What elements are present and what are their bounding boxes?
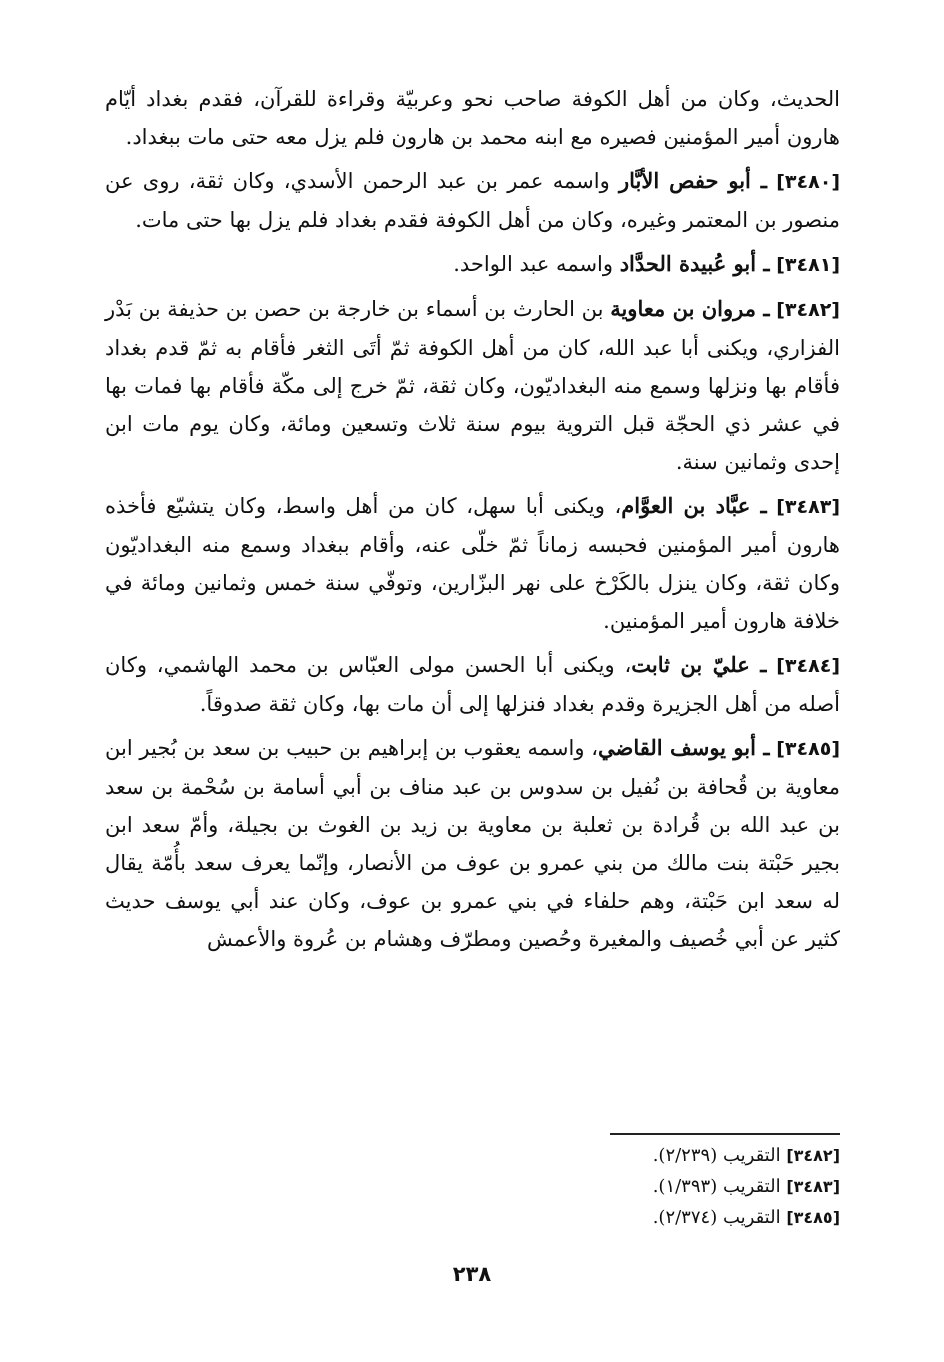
entry-3480 — [105, 162, 840, 239]
footnote — [440, 1202, 840, 1233]
footnote — [440, 1140, 840, 1171]
entry-number: [٣٤٨٢] — [776, 299, 840, 321]
footnotes — [440, 1140, 840, 1233]
entry-3484 — [105, 646, 840, 723]
entry-text: ، ويكنى أبا سهل، كان من أهل واسط، وكان يتشيّع فأخذه هارون أمير المؤمنين فحبسه زماناً ثمّ خلّى عنه، وأقام ببغداد وسمع منه البغداديّون وكان ثقة، وكان ينزل بالكَرْخ على نهر البزّارين، وتوفّي سنة خمس وثمانين ومائة في خلافة هارون أمير المؤمنين. — [105, 494, 840, 633]
entry-text: بن الحارث بن أسماء بن خارجة بن حصن بن حذيفة بن بَدْر الفزاري، ويكنى أبا عبد الله، كان من أهل الكوفة ثمّ أتَى الثغر فأقام به ثمّ قدم بغداد فأقام بها ونزلها وسمع منه البغداديّون، وكان ثقة، ثمّ خرج إلى مكّة فأقام بها فمات بها في عشر ذي الحجّة قبل التروية بيوم سنة ثلاث وتسعين ومائة، وكان يوم مات ابن إحدى وثمانين سنة. — [105, 297, 840, 474]
footnote-text: التقريب (٢/٣٧٤). — [652, 1207, 787, 1228]
entry-number: [٣٤٨٠] — [776, 171, 840, 193]
footnote-text: التقريب (١/٣٩٣). — [652, 1176, 787, 1197]
entry-3483 — [105, 487, 840, 640]
entry-name: ـ مروان بن معاوية — [610, 296, 770, 321]
footnote-number: [٣٤٨٢] — [786, 1146, 840, 1165]
paragraph-text: الحديث، وكان من أهل الكوفة صاحب نحو وعربيّة وقراءة للقرآن، فقدم بغداد أيّام هارون أمير المؤمنين فصيره مع ابنه محمد بن هارون فلم يزل معه حتى مات ببغداد. — [105, 87, 840, 149]
entry-name: ـ أبو عُبيدة الحدَّاد — [619, 251, 770, 276]
entry-3481 — [105, 245, 840, 284]
footnote — [440, 1171, 840, 1202]
entry-name: ـ أبو حفص الأبَّار — [619, 168, 767, 193]
footnote-number: [٣٤٨٥] — [786, 1208, 840, 1227]
entry-3482 — [105, 290, 840, 481]
entry-number: [٣٤٨٥] — [776, 738, 840, 760]
entry-number: [٣٤٨١] — [776, 254, 840, 276]
entry-number: [٣٤٨٤] — [776, 655, 840, 677]
footnote-text: التقريب (٢/٢٣٩). — [652, 1145, 787, 1166]
entry-name: ـ عليّ بن ثابت — [631, 652, 767, 677]
footnote-number: [٣٤٨٣] — [786, 1177, 840, 1196]
entry-3485 — [105, 729, 840, 958]
footnote-divider — [610, 1133, 840, 1135]
main-text — [105, 80, 840, 964]
entry-number: [٣٤٨٣] — [776, 496, 840, 518]
entry-text: ، واسمه يعقوب بن إبراهيم بن حبيب بن سعد بن بُجير ابن معاوية بن قُحافة بن نُفيل بن سدوس بن عبد مناف بن أبي أسامة بن سُحْمة بن سعد بن عبد الله بن قُرادة بن ثعلبة بن معاوية بن زيد بن الغوث بن بجيلة، وأمّ سعد ابن بجير حَبْتة بنت مالك من بني عمرو بن عوف من الأنصار، وإنّما يعرف سعد بأُمّة يقال له سعد ابن حَبْتة، وهم حلفاء في بني عمرو بن عوف، وكان عند أبي يوسف حديث كثير عن أبي خُصيف والمغيرة وحُصين ومطرّف وهشام بن عُروة والأعمش — [105, 736, 840, 951]
entry-text: واسمه عبد الواحد. — [453, 252, 620, 276]
entry-text: ، ويكنى أبا الحسن مولى العبّاس بن محمد الهاشمي، وكان أصله من أهل الجزيرة وقدم بغداد فنزلها إلى أن مات بها، وكان ثقة صدوقاً. — [105, 653, 840, 716]
entry-name: ـ أبو يوسف القاضي — [598, 735, 770, 760]
entry-name: ـ عبَّاد بن العوَّام — [621, 493, 767, 518]
entry-text: واسمه عمر بن عبد الرحمن الأسدي، وكان ثقة، روى عن منصور بن المعتمر وغيره، وكان من أهل الكوفة فقدم بغداد فلم يزل بها حتى مات. — [105, 169, 840, 232]
page-number: ٢٣٨ — [452, 1262, 492, 1286]
paragraph-continuation — [105, 80, 840, 156]
